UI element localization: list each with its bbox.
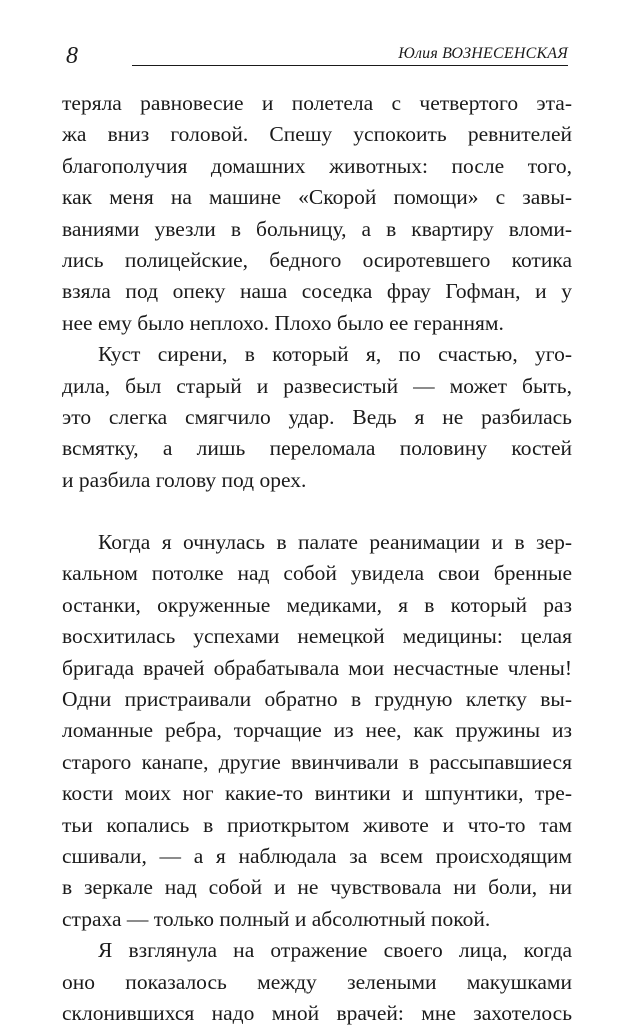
text-line: кальном потолке над собой увидела свои бренные [62, 561, 572, 586]
text-line: восхитилась успехами немецкой медицины: целая [62, 624, 572, 649]
text-line: страха — только полный и абсолютный покой. [62, 906, 491, 931]
text-line: теряла равновесие и полетела с четвертого эта- [62, 91, 572, 115]
text-line: останки, окруженные медиками, я в который раз [62, 592, 572, 617]
text-line: бригада врачей обрабатывала мои несчастные члены! [62, 655, 572, 680]
text-line: Одни пристраивали обратно в грудную клетку вы- [62, 687, 572, 712]
paragraph-3 [62, 527, 572, 935]
text-line: взяла под опеку наша соседка фрау Гофман, и у [62, 279, 572, 304]
paragraph-4 [62, 935, 572, 1029]
page-header [66, 40, 568, 74]
text-line: Когда я очнулась в палате реанимации и в зер- [98, 530, 572, 555]
text-line: нее ему было неплохо. Плохо было ее геранням. [62, 310, 504, 335]
paragraph-2 [62, 339, 572, 496]
header-rule [132, 65, 568, 66]
text-line: лись полицейские, бедного осиротевшего котика [62, 247, 572, 272]
text-line: старого канапе, другие ввинчивали в рассыпавшиеся [62, 749, 572, 774]
body-text [62, 88, 572, 1029]
text-line: кости моих ног какие-то винтики и шпунтики, тре- [62, 781, 572, 806]
text-line: тьи копались в приоткрытом животе и что-то там [62, 812, 572, 837]
text-line: склонившихся надо мной врачей: мне захотелось [62, 1000, 572, 1025]
text-line: благополучия домашних животных: после того, [62, 153, 572, 178]
text-line: в зеркале над собой и не чувствовала ни боли, ни [62, 875, 572, 900]
running-head: Юлия ВОЗНЕСЕНСКАЯ [392, 44, 568, 64]
text-line: как меня на машине «Скорой помощи» с завы- [62, 185, 572, 210]
page-number: 8 [66, 43, 78, 69]
text-line: ломанные ребра, торчащие из нее, как пружины из [62, 718, 572, 743]
text-line: ваниями увезли в больницу, а в квартиру вломи- [62, 216, 572, 241]
text-line: жа вниз головой. Спешу успокоить ревнителей [62, 122, 572, 147]
text-line: дила, был старый и развесистый — может быть, [62, 373, 572, 398]
paragraph-1 [62, 88, 572, 339]
text-line: Я взглянула на отражение своего лица, когда [98, 938, 572, 963]
text-line: и разбила голову под орех. [62, 467, 307, 492]
text-line: оно показалось между зелеными макушками [62, 969, 572, 994]
text-line: это слегка смягчило удар. Ведь я не разбилась [62, 404, 572, 429]
section-break [62, 496, 572, 527]
text-line: всмятку, а лишь переломала половину костей [62, 436, 572, 461]
text-line: Куст сирени, в который я, по счастью, уго- [98, 342, 572, 367]
text-line: сшивали, — а я наблюдала за всем происходящим [62, 843, 572, 868]
